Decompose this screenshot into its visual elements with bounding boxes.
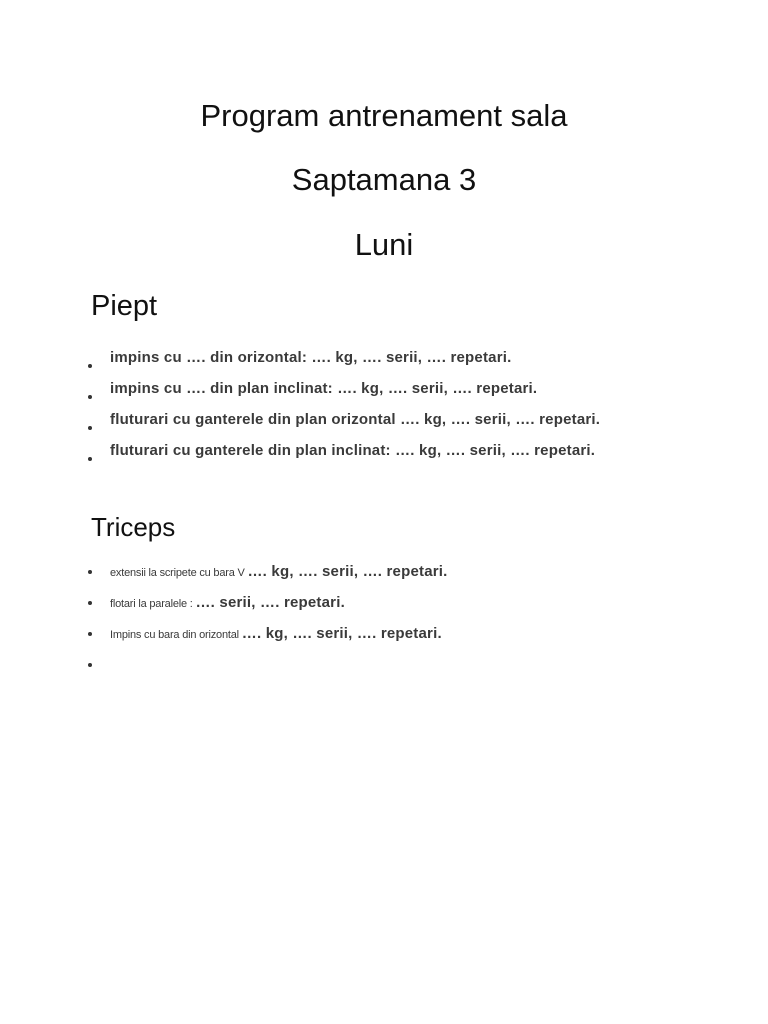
exercise-params: …. kg, …. serii, …. repetari. (241, 625, 442, 642)
bullet-icon (88, 395, 92, 399)
week-title: Saptamana 3 (291, 162, 477, 197)
section-heading-triceps: Triceps (91, 512, 176, 542)
exercise-text: fluturari cu ganterele din plan orizontal …. kg, …. serii, …. repetari. (110, 411, 601, 428)
bullet-icon (88, 601, 92, 605)
list-item (0, 587, 448, 618)
list-item (0, 556, 448, 587)
day-title: Luni (354, 227, 414, 262)
bullet-icon (88, 364, 92, 368)
list-item (0, 381, 600, 412)
exercise-name: flotari la paralele : (110, 598, 196, 610)
bullet-icon (88, 632, 92, 636)
piept-exercise-list (0, 350, 600, 474)
section-heading-piept: Piept (91, 290, 158, 322)
bullet-icon (88, 457, 92, 461)
list-item (0, 443, 600, 474)
exercise-text: fluturari cu ganterele din plan inclinat: …. kg, …. serii, …. repetari. (110, 442, 596, 459)
exercise-params: …. kg, …. serii, …. repetari. (247, 563, 448, 580)
list-item (0, 618, 448, 649)
exercise-params: …. serii, …. repetari. (195, 594, 345, 611)
list-item-empty (0, 649, 448, 680)
list-item (0, 350, 600, 381)
bullet-icon (88, 570, 92, 574)
exercise-name: extensii la scripete cu bara V (110, 567, 248, 579)
exercise-text: impins cu …. din plan inclinat: …. kg, …. serii, …. repetari. (110, 380, 538, 397)
exercise-name: Impins cu bara din orizontal (110, 629, 242, 641)
bullet-icon (88, 663, 92, 667)
bullet-icon (88, 426, 92, 430)
triceps-exercise-list (0, 556, 448, 680)
exercise-text: impins cu …. din orizontal: …. kg, …. serii, …. repetari. (110, 349, 512, 366)
document-title: Program antrenament sala (200, 98, 568, 133)
list-item (0, 412, 600, 443)
